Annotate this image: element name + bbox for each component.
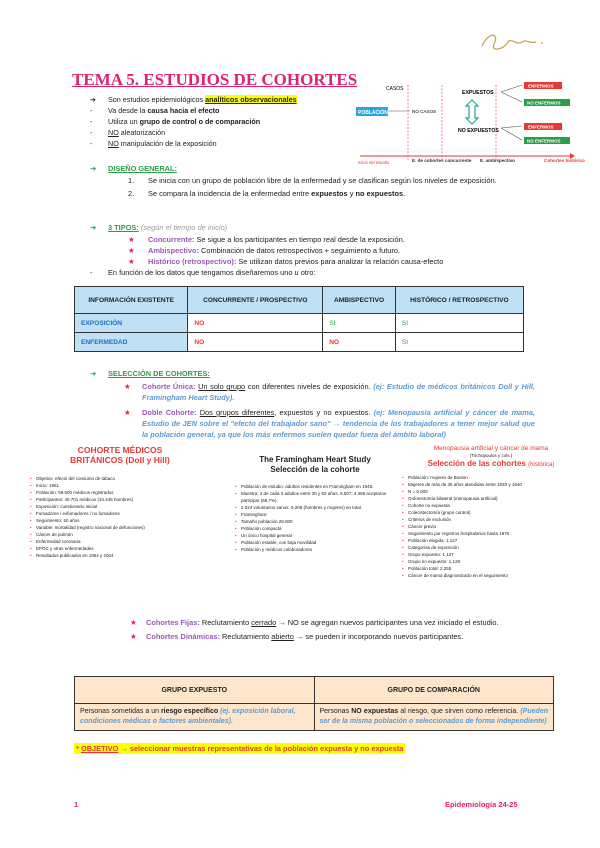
- item-number: 2.: [128, 189, 135, 198]
- star-icon: ★: [130, 632, 137, 641]
- study-line: [235, 511, 395, 518]
- label-casos: CASOS: [386, 86, 404, 92]
- dash-icon: -: [90, 128, 93, 137]
- intro-text: manipulación de la exposición: [118, 139, 217, 148]
- study-line: [235, 546, 395, 553]
- label-enfermos: ENFERMOS: [528, 83, 554, 89]
- study-line-text: Población elegida: 1.127: [408, 538, 458, 543]
- cell-example: (Pueden ser de la misma población o seleccionados de forma independiente): [319, 708, 548, 725]
- bullet-icon: •: [402, 552, 404, 557]
- bullet-icon: •: [30, 525, 32, 530]
- star-icon: ★: [130, 618, 137, 627]
- bullet-icon: •: [30, 497, 32, 502]
- study-line: [402, 523, 580, 530]
- cohort-diagram: [356, 80, 585, 170]
- study-line: [30, 531, 210, 538]
- seleccion-heading: SELECCIÓN DE COHORTES:: [108, 369, 210, 378]
- study-line-text: Enfermedad coronaria: [36, 539, 81, 544]
- bullet-icon: •: [235, 484, 237, 489]
- table-header: GRUPO DE COMPARACIÓN: [314, 677, 554, 704]
- study-doll-hill: [30, 445, 210, 559]
- expuesto-cell: [75, 704, 315, 731]
- study-line-text: Categorías de exposición: [408, 545, 459, 550]
- bullet-icon: •: [30, 553, 32, 558]
- table-header: CONCURRENTE / PROSPECTIVO: [188, 287, 323, 314]
- table-cell: NO: [323, 333, 396, 352]
- table-row: [75, 333, 524, 352]
- item-text: y: [347, 189, 356, 198]
- study-line: [402, 565, 580, 572]
- study-line: [402, 551, 580, 558]
- bullet-icon: •: [30, 483, 32, 488]
- study-line: [30, 524, 210, 531]
- dash-icon: -: [90, 117, 93, 126]
- study-title: BRITÁNICOS (Doll y Hill): [70, 455, 170, 465]
- tipos-note-text: En función de los datos que tengamos diseñaremos uno u otro:: [108, 268, 316, 277]
- bullet-icon: •: [30, 518, 32, 523]
- study-line: [235, 539, 395, 546]
- intro-item: [90, 105, 352, 116]
- study-line-text: Objetivo: efecto del consumo de tabaco: [36, 476, 116, 481]
- arrow-icon: ➔: [90, 95, 97, 104]
- study-line: [402, 558, 580, 565]
- cohorte-text: Reclutamiento: [219, 632, 272, 641]
- study-subtitle: (Trichopoulos y cols.): [469, 453, 513, 458]
- cohorte-example: (ej: Menopausia artificial y cáncer de mama, Estudio de JEN sobre el "efecto del trabajador sano" → tendencia de los trabajadores a tener mejor salud que la población general, ya que los más enfermos suelen quedar fuera del ámbito laboral): [142, 408, 535, 439]
- bullet-icon: •: [402, 510, 404, 515]
- star-icon: ★: [128, 257, 135, 266]
- study-line: [30, 538, 210, 545]
- bullet-icon: •: [30, 546, 32, 551]
- cohorte-name: Cohortes Fijas:: [146, 618, 200, 627]
- cohorte-example: (ej: Estudio de médicos británicos Doll y Hill, Framingham Heart Study).: [142, 382, 536, 402]
- study-line-text: Población: 59.600 médicos registrados: [36, 490, 114, 495]
- label-expuestos: EXPUESTOS: [462, 90, 494, 96]
- study-menopausia: [402, 445, 580, 579]
- table-cell: SI: [395, 314, 523, 333]
- bullet-icon: •: [30, 532, 32, 537]
- item-text: Se inicia con un grupo de población libre de la enfermedad y se clasifican según los niveles de exposición.: [148, 176, 497, 185]
- star-icon: ★: [128, 246, 135, 255]
- study-line-text: Población compacta: [241, 526, 282, 531]
- study-line-text: Un único hospital general: [241, 533, 292, 538]
- bullet-icon: •: [402, 538, 404, 543]
- cohorte-text: Reclutamiento: [199, 618, 252, 627]
- study-line-text: 2.024 voluntarios sanos. 5.209 (hombres y mujeres) en total.: [241, 505, 363, 510]
- intro-text: Son estudios epidemiológicos: [108, 95, 206, 104]
- study-title: COHORTE MÉDICOS: [77, 445, 163, 455]
- tipos-note: [90, 267, 530, 278]
- study-line: [30, 489, 210, 496]
- arrow-icon: ➔: [90, 164, 97, 173]
- objetivo-text: → seleccionar muestras representativas de la población expuesta y no expuesta: [118, 744, 404, 753]
- star-icon: ★: [128, 235, 135, 244]
- intro-strong: NO: [108, 139, 119, 148]
- study-line: [30, 545, 210, 552]
- recruitment-section: [130, 617, 530, 642]
- study-line: [402, 572, 580, 579]
- study-line-text: Tamaño población 28.000: [241, 519, 293, 524]
- bullet-icon: •: [402, 496, 404, 501]
- cohorte-name: Doble Cohorte:: [142, 408, 197, 417]
- study-line: [402, 502, 580, 509]
- cell-example: (ej. exposición laboral, condiciones médicas o factores ambientales).: [80, 708, 296, 725]
- study-line-text: Población de estudio: adultos residentes en Framingham en 1948.: [241, 484, 374, 489]
- study-title: Selección de las cohortes: [427, 459, 526, 468]
- diseno-item: [90, 188, 530, 199]
- tipos-subheading: (según el tiempo de inicio): [140, 223, 228, 232]
- cohortes-dinamicas: [130, 631, 530, 642]
- bullet-icon: •: [235, 540, 237, 545]
- bullet-icon: •: [30, 490, 32, 495]
- study-line: [30, 510, 210, 517]
- page-title: TEMA 5. ESTUDIOS DE COHORTES: [72, 70, 358, 89]
- bullet-icon: •: [235, 491, 237, 496]
- intro-item: [90, 127, 352, 138]
- study-line: [402, 481, 580, 488]
- study-line-text: Población total: 2.255: [408, 566, 452, 571]
- study-line-text: Cáncer de pulmón: [36, 532, 73, 537]
- table-header: AMBISPECTIVO: [323, 287, 396, 314]
- study-line-text: Fumadores / exfumadores / no fumadores: [36, 511, 120, 516]
- study-line-text: Población: mujeres de Boston: [408, 475, 468, 480]
- bullet-icon: •: [235, 547, 237, 552]
- label-enfermos: ENFERMOS: [528, 124, 554, 130]
- study-line-text: N = 6.000: [408, 489, 428, 494]
- cell-strong: riesgo específico: [160, 708, 219, 715]
- study-line-text: Inicio: 1951: [36, 483, 60, 488]
- objetivo-note: [74, 743, 405, 754]
- table-cell: NO: [188, 333, 323, 352]
- bullet-icon: •: [235, 533, 237, 538]
- cohorte-underline: abierto: [271, 632, 294, 641]
- table-cell: SI: [395, 333, 523, 352]
- branch-lines: [501, 85, 522, 140]
- table-cell: NO: [188, 314, 323, 333]
- study-line-text: Cáncer previo: [408, 524, 437, 529]
- tipo-item: [90, 256, 530, 267]
- cohorte-unica: [90, 381, 535, 403]
- cohorte-text: , expuestos y no expuestos.: [274, 408, 374, 417]
- study-line: [402, 474, 580, 481]
- label-no-enfermos: NO ENFERMOS: [527, 138, 561, 144]
- label-no-casos: NO CASOS: [412, 109, 437, 114]
- tipos-heading: 3 TIPOS:: [108, 223, 139, 232]
- cohorte-text: → NO se agregan nuevos participantes una vez iniciado el estudio.: [276, 618, 499, 627]
- study-line-text: Colecistectomía (grupo control): [408, 510, 471, 515]
- study-line: [235, 532, 395, 539]
- bullet-icon: •: [402, 545, 404, 550]
- bullet-icon: •: [402, 559, 404, 564]
- study-line-text: Framingham:: [241, 512, 268, 517]
- cohorte-underline: Un solo grupo: [198, 382, 246, 391]
- study-title: The Framingham Heart Study: [259, 455, 371, 464]
- bullet-icon: •: [235, 526, 237, 531]
- label-no-expuestos: NO EXPUESTOS: [458, 128, 499, 134]
- studies-panel: [30, 445, 580, 605]
- signature-icon: [478, 28, 548, 56]
- study-line-text: Resultados publicados en 1954 y 2004: [36, 553, 114, 558]
- tipo-name: Histórico (retrospectivo):: [148, 257, 237, 266]
- cohortes-fijas: [130, 617, 530, 628]
- diseno-section: [90, 163, 530, 199]
- tipo-text: Se utilizan datos previos para analizar la relación causa-efecto: [236, 257, 444, 266]
- bullet-icon: •: [402, 573, 404, 578]
- study-title: Menopausia artificial y cáncer de mama: [433, 445, 549, 452]
- study-line-text: Cohorte no expuesta: [408, 503, 450, 508]
- study-line: [402, 537, 580, 544]
- axis-label: Inicio del estudio: [358, 160, 390, 165]
- study-line: [402, 544, 580, 551]
- study-line-text: Población y médicos colaboradores: [241, 547, 313, 552]
- bullet-icon: •: [402, 524, 404, 529]
- study-line-text: Exposición: cuestionario inicial: [36, 504, 98, 509]
- table-header: HISTÓRICO / RETROSPECTIVO: [395, 287, 523, 314]
- axis-label: E. de cohortes concurrente: [412, 158, 472, 163]
- bullet-icon: •: [235, 512, 237, 517]
- study-line-text: Cáncer de mama diagnosticado en el seguimiento: [408, 573, 509, 578]
- study-line-text: Seguimiento: 50 años: [36, 518, 80, 523]
- label-no-enfermos: NO ENFERMOS: [527, 100, 561, 106]
- arrow-icon: ➔: [90, 369, 97, 378]
- cell-text: Personas sometidas a un: [80, 708, 161, 715]
- cohorte-doble: [90, 407, 535, 440]
- item-number: 1.: [128, 176, 135, 185]
- table-header-row: [75, 677, 554, 704]
- study-lines: [402, 474, 580, 579]
- bullet-icon: •: [235, 519, 237, 524]
- study-line-text: Grupo expuesto: 1.127: [408, 552, 454, 557]
- study-subtitle: (histórica): [528, 462, 555, 468]
- row-label: EXPOSICIÓN: [75, 314, 188, 333]
- group-table: [74, 676, 554, 731]
- item-text: Se compara la incidencia de la enfermedad entre: [148, 189, 312, 198]
- study-line-text: Mujeres de más de 35 años atendidas entre 1930 y 1940: [408, 482, 522, 487]
- tipo-item: [90, 234, 530, 245]
- bullet-icon: •: [402, 475, 404, 480]
- study-lines: [235, 483, 395, 553]
- item-text: .: [403, 189, 406, 198]
- tipo-name: Ambispectivo:: [148, 246, 199, 255]
- study-line: [30, 482, 210, 489]
- bullet-icon: •: [402, 482, 404, 487]
- study-line-text: Grupo no expuesto: 1.128: [408, 559, 461, 564]
- bullet-icon: •: [30, 476, 32, 481]
- study-line: [30, 496, 210, 503]
- bullet-icon: •: [402, 566, 404, 571]
- bullet-icon: •: [30, 504, 32, 509]
- study-line: [402, 488, 580, 495]
- page-number: 1: [74, 800, 79, 809]
- seleccion-section: [90, 368, 535, 440]
- intro-text: Utiliza un: [108, 117, 140, 126]
- cell-strong: NO expuestas: [351, 708, 399, 715]
- course-name: Epidemiología 24-25: [445, 800, 518, 809]
- table-header-row: [75, 287, 524, 314]
- study-framingham: [235, 445, 395, 553]
- study-line-text: Participantes: 40.701 médicos (34.445 hombres): [36, 497, 134, 502]
- study-line: [30, 475, 210, 482]
- diseno-item: [90, 175, 530, 186]
- cohorte-underline: cerrado: [251, 618, 277, 627]
- study-line: [235, 504, 395, 511]
- intro-strong: analíticos observacionales: [205, 95, 297, 104]
- cohorte-text: → se pueden ir incorporando nuevos participantes.: [293, 632, 464, 641]
- table-row: [75, 314, 524, 333]
- intro-text: aleatorización: [118, 128, 166, 137]
- cell-text: Personas: [319, 708, 352, 715]
- study-line-text: Criterios de exclusión: [408, 517, 452, 522]
- study-line-text: Seguimiento por registros hospitalarios hasta 1970: [408, 531, 510, 536]
- table-row: [75, 704, 554, 731]
- study-title: Selección de la cohorte: [270, 465, 360, 474]
- bullet-icon: •: [402, 517, 404, 522]
- bullet-icon: •: [30, 539, 32, 544]
- bullet-icon: •: [235, 505, 237, 510]
- study-line-text: Muestra: 2 de cada 3 adultos entre 30 y 62 años. 6.507; 4.469 aceptaron participar (68,7%).: [241, 491, 387, 503]
- study-line: [30, 517, 210, 524]
- star-icon: ★: [124, 408, 131, 417]
- tipo-text: Combinación de datos retrospectivos + seguimiento a futuro.: [198, 246, 401, 255]
- row-label: ENFERMEDAD: [75, 333, 188, 352]
- study-line: [30, 503, 210, 510]
- study-line-text: EPOC y otras enfermedades: [36, 546, 94, 551]
- comparacion-cell: [314, 704, 554, 731]
- study-line-text: Población estable, con baja movilidad: [241, 540, 317, 545]
- study-line-text: Variable: mortalidad (registro nacional de defunciones): [36, 525, 145, 530]
- cohorte-name: Cohorte Única:: [142, 382, 196, 391]
- cohorte-name: Cohortes Dinámicas:: [146, 632, 220, 641]
- intro-list: [90, 94, 352, 149]
- table-header: INFORMACIÓN EXISTENTE: [75, 287, 188, 314]
- cohorte-text: con diferentes niveles de exposición.: [245, 382, 374, 391]
- study-line: [235, 483, 395, 490]
- info-table: [74, 286, 524, 352]
- study-line: [235, 518, 395, 525]
- cohorte-underline: Dos grupos diferentes: [199, 408, 275, 417]
- diseno-heading: DISEÑO GENERAL:: [108, 164, 177, 173]
- star-icon: ★: [124, 382, 131, 391]
- tipos-section: [90, 222, 530, 278]
- item-strong: expuestos: [311, 189, 348, 198]
- bullet-icon: •: [30, 511, 32, 516]
- intro-text: Va desde la: [108, 106, 148, 115]
- study-line: [235, 490, 395, 504]
- item-strong: no expuestos: [355, 189, 404, 198]
- intro-item: [90, 138, 352, 149]
- tipo-text: Se sigue a los participantes en tiempo real desde la exposición.: [194, 235, 405, 244]
- intro-strong: causa hacia el efecto: [147, 106, 220, 115]
- tipos-heading-row: [90, 222, 530, 233]
- dash-icon: -: [90, 139, 93, 148]
- tipo-item: [90, 245, 530, 256]
- intro-strong: grupo de control o de comparación: [139, 117, 261, 126]
- diseno-heading-row: [90, 163, 530, 174]
- dash-icon: -: [90, 106, 93, 115]
- table-cell: SI: [323, 314, 396, 333]
- intro-item: [90, 94, 352, 105]
- intro-item: [90, 116, 352, 127]
- seleccion-heading-row: [90, 368, 535, 379]
- double-arrow-icon: [466, 100, 478, 124]
- bullet-icon: •: [402, 489, 404, 494]
- study-lines: [30, 475, 210, 559]
- study-line: [235, 525, 395, 532]
- axis-label: E. ambispectivo: [480, 158, 515, 163]
- study-line: [402, 516, 580, 523]
- bullet-icon: •: [402, 503, 404, 508]
- cell-text: al riesgo, que sirven como referencia.: [398, 708, 521, 715]
- study-line: [402, 509, 580, 516]
- intro-strong: NO: [108, 128, 119, 137]
- dash-icon: -: [90, 268, 93, 277]
- study-line: [402, 530, 580, 537]
- study-line-text: Ooforectomía bilateral (menopausia artificial): [408, 496, 498, 501]
- study-line: [402, 495, 580, 502]
- objetivo-label: OBJETIVO: [80, 744, 119, 753]
- bullet-icon: •: [402, 531, 404, 536]
- asterisk: *: [76, 744, 79, 753]
- study-line: [30, 552, 210, 559]
- tipo-name: Concurrente:: [148, 235, 195, 244]
- table-header: GRUPO EXPUESTO: [75, 677, 315, 704]
- label-poblacion: POBLACIÓN: [358, 110, 388, 116]
- axis-label: Cohortes histórico: [544, 158, 585, 163]
- arrow-icon: ➔: [90, 223, 97, 232]
